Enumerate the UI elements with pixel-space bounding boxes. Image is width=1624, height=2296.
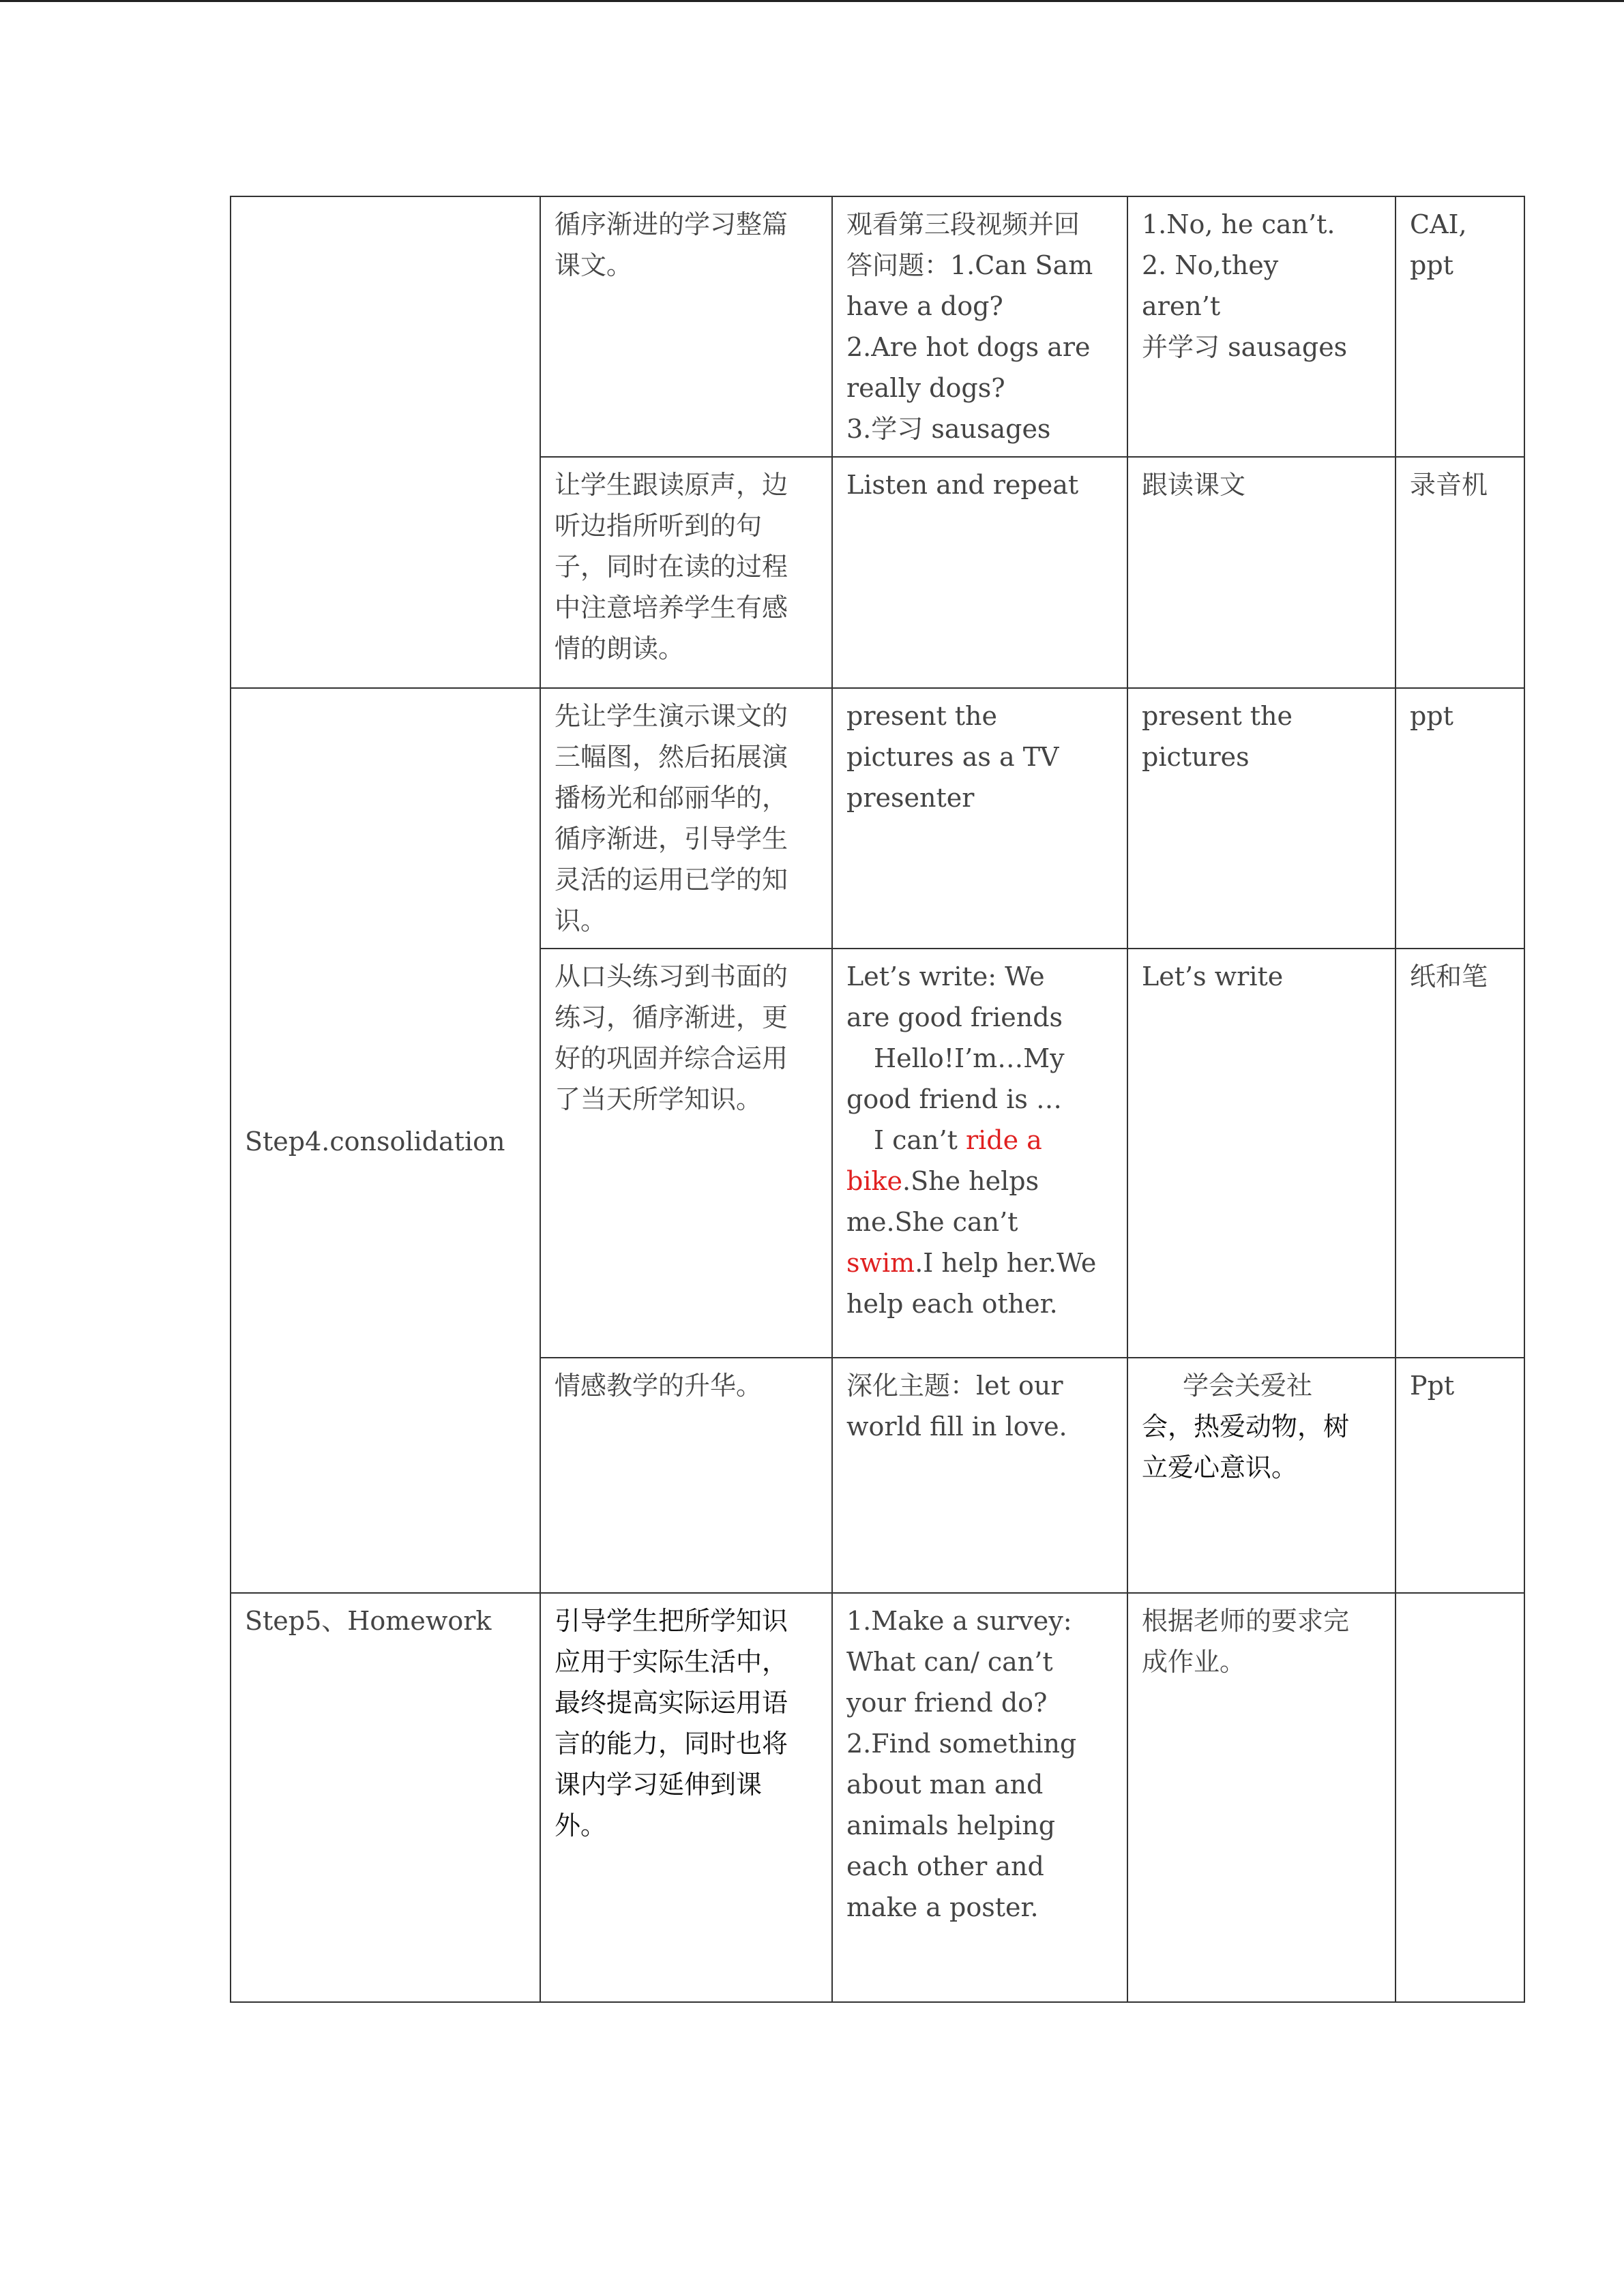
media-text: ppt — [1410, 250, 1453, 280]
activity-text: good friend is … — [846, 1084, 1062, 1114]
student-text: 根据老师的要求完 — [1142, 1606, 1350, 1636]
activity-text: really dogs? — [846, 373, 1005, 403]
objective-cell — [540, 1593, 832, 2002]
table-row — [231, 196, 1524, 457]
student-text: 2. No,they — [1142, 250, 1279, 280]
activity-text: Listen and repeat — [846, 470, 1079, 500]
activity-text — [846, 1120, 1113, 1161]
media-cell — [1396, 196, 1524, 457]
activity-text: me.She can’t — [846, 1207, 1018, 1237]
activity-text: pictures as a TV — [846, 742, 1059, 772]
page-top-border — [0, 0, 1624, 2]
activity-cell — [832, 949, 1127, 1358]
objective-text: 引导学生把所学知识 — [555, 1606, 788, 1636]
activity-text-part: I can’t — [874, 1125, 966, 1155]
student-text: 并学习 sausages — [1142, 332, 1348, 362]
activity-text — [846, 1161, 1113, 1202]
activity-text-part: .I help her.We — [915, 1248, 1097, 1278]
step-cell — [231, 196, 540, 688]
objective-text: 课文。 — [555, 250, 633, 280]
activity-text: 深化主题：let our — [846, 1371, 1063, 1401]
student-cell — [1127, 196, 1396, 457]
objective-text: 言的能力，同时也将 — [555, 1729, 788, 1759]
student-text: 立爱心意识。 — [1142, 1452, 1298, 1482]
activity-text: 观看第三段视频并回 — [846, 209, 1080, 239]
student-text: pictures — [1142, 742, 1250, 772]
objective-text: 听边指所听到的句 — [555, 511, 763, 541]
objective-text: 先让学生演示课文的 — [555, 701, 788, 731]
activity-text: 答问题：1.Can Sam — [846, 250, 1093, 280]
student-cell — [1127, 688, 1396, 949]
objective-cell — [540, 688, 832, 949]
student-text: 1.No, he can’t. — [1142, 209, 1335, 239]
activity-text: Hello!I’m…My — [874, 1043, 1065, 1073]
objective-text: 外。 — [555, 1810, 607, 1840]
objective-cell — [540, 196, 832, 457]
student-text: 会，热爱动物，树 — [1142, 1412, 1350, 1442]
media-text: CAI, — [1410, 209, 1467, 239]
activity-text: help each other. — [846, 1289, 1058, 1319]
activity-text: your friend do? — [846, 1688, 1048, 1718]
media-text: ppt — [1410, 701, 1453, 731]
objective-text: 循序渐进，引导学生 — [555, 824, 788, 854]
objective-text: 情感教学的升华。 — [555, 1371, 763, 1401]
student-cell — [1127, 457, 1396, 688]
student-text: 跟读课文 — [1142, 470, 1246, 500]
objective-cell — [540, 457, 832, 688]
activity-cell — [832, 196, 1127, 457]
student-text: present the — [1142, 701, 1293, 731]
activity-text: have a dog? — [846, 291, 1003, 321]
objective-text: 子，同时在读的过程 — [555, 552, 788, 582]
objective-text: 三幅图，然后拓展演 — [555, 742, 788, 772]
media-cell — [1396, 688, 1524, 949]
table-row — [231, 1593, 1524, 2002]
lesson-plan-table — [230, 196, 1525, 2003]
activity-cell — [832, 1358, 1127, 1593]
student-cell — [1127, 1593, 1396, 2002]
activity-text: Let’s write: We — [846, 961, 1045, 992]
student-text: aren’t — [1142, 291, 1221, 321]
objective-cell — [540, 949, 832, 1358]
highlight-text: bike — [846, 1166, 902, 1196]
objective-text: 中注意培养学生有感 — [555, 593, 788, 623]
activity-text: about man and — [846, 1770, 1044, 1800]
activity-text: presenter — [846, 783, 975, 813]
activity-text: 1.Make a survey: — [846, 1606, 1072, 1636]
media-text: 录音机 — [1410, 470, 1488, 500]
step-cell: Step4.consolidation — [231, 688, 540, 1593]
activity-cell — [832, 688, 1127, 949]
activity-text: world fill in love. — [846, 1412, 1067, 1442]
objective-text: 好的巩固并综合运用 — [555, 1043, 788, 1073]
student-cell — [1127, 949, 1396, 1358]
media-cell — [1396, 1358, 1524, 1593]
media-cell — [1396, 457, 1524, 688]
activity-text: each other and — [846, 1851, 1044, 1881]
media-cell — [1396, 1593, 1524, 2002]
media-text: 纸和笔 — [1410, 961, 1488, 992]
student-text: 学会关爱社 — [1183, 1371, 1313, 1401]
objective-text: 最终提高实际运用语 — [555, 1688, 788, 1718]
activity-text: What can/ can’t — [846, 1647, 1053, 1677]
highlight-text: ride a — [965, 1125, 1042, 1155]
step-cell: Step5、Homework — [231, 1593, 540, 2002]
objective-text: 了当天所学知识。 — [555, 1084, 763, 1114]
objective-text: 情的朗读。 — [555, 633, 685, 664]
activity-text: animals helping — [846, 1810, 1056, 1840]
media-text: Ppt — [1410, 1371, 1455, 1401]
activity-text: present the — [846, 701, 998, 731]
activity-text: 3.学习 sausages — [846, 414, 1051, 444]
objective-cell — [540, 1358, 832, 1593]
objective-text: 灵活的运用已学的知 — [555, 865, 788, 895]
objective-text: 课内学习延伸到课 — [555, 1770, 763, 1800]
table-row — [231, 688, 1524, 949]
activity-text: 2.Find something — [846, 1729, 1077, 1759]
student-cell — [1127, 1358, 1396, 1593]
objective-text: 练习，循序渐进，更 — [555, 1002, 788, 1032]
objective-text: 从口头练习到书面的 — [555, 961, 788, 992]
media-cell — [1396, 949, 1524, 1358]
objective-text: 播杨光和邰丽华的， — [555, 783, 788, 813]
activity-text: 2.Are hot dogs are — [846, 332, 1091, 362]
objective-text: 应用于实际生活中， — [555, 1647, 788, 1677]
activity-cell — [832, 457, 1127, 688]
activity-text: are good friends — [846, 1002, 1063, 1032]
activity-text — [846, 1242, 1113, 1283]
activity-text-part: .She helps — [902, 1166, 1039, 1196]
objective-text: 识。 — [555, 906, 607, 936]
student-text: Let’s write — [1142, 961, 1284, 992]
activity-text: make a poster. — [846, 1892, 1039, 1922]
highlight-text: swim — [846, 1248, 915, 1278]
objective-text: 让学生跟读原声，边 — [555, 470, 788, 500]
student-text: 成作业。 — [1142, 1647, 1246, 1677]
objective-text: 循序渐进的学习整篇 — [555, 209, 788, 239]
activity-cell — [832, 1593, 1127, 2002]
